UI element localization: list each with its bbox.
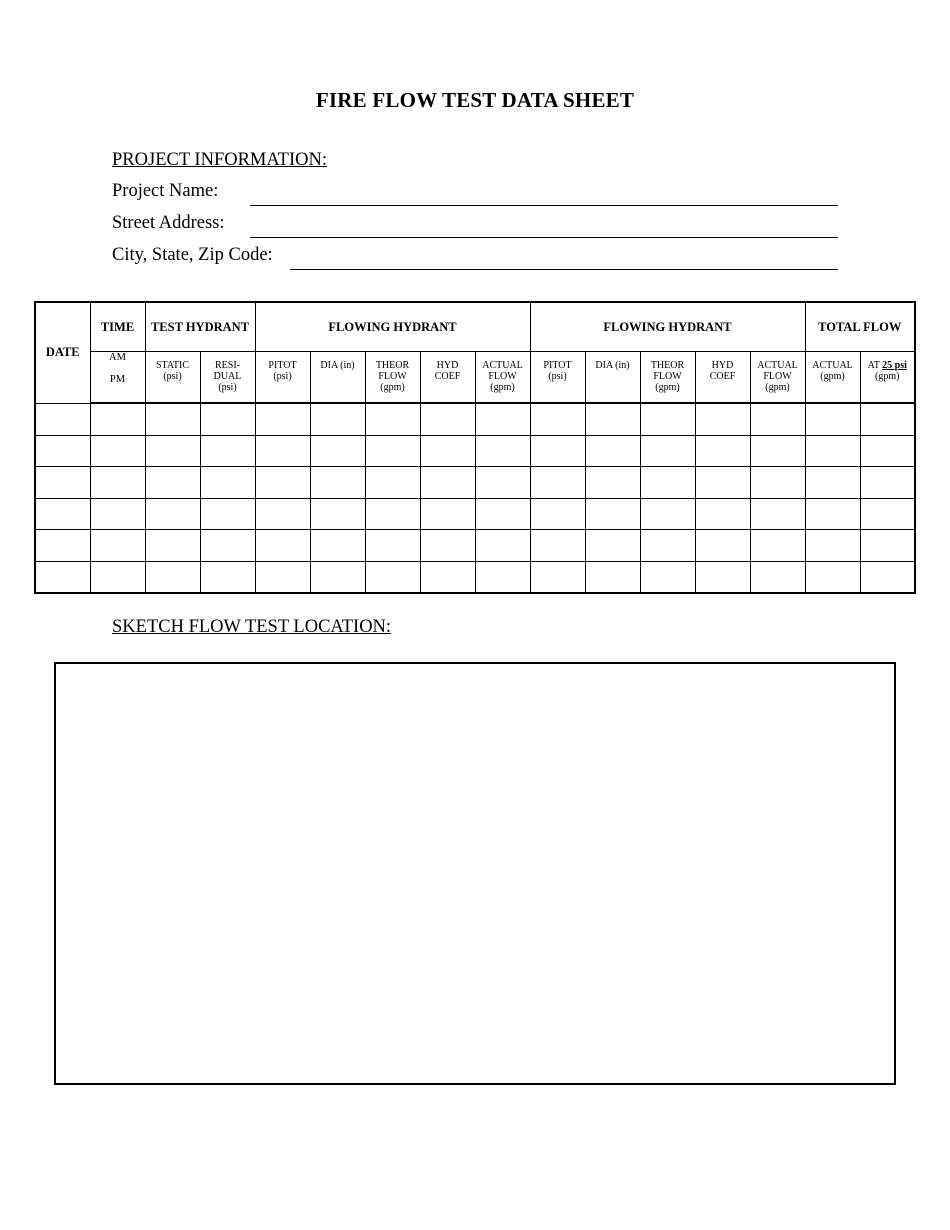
table-cell[interactable] [255,498,310,530]
at-psi-value: 25 psi [882,360,907,371]
header-line: ACTUAL [482,360,523,371]
table-cell[interactable] [475,561,530,593]
header-line: RESI- [215,360,240,371]
table-cell[interactable] [585,561,640,593]
table-row [35,403,915,435]
table-cell[interactable] [530,467,585,499]
project-name-label: Project Name: [112,181,219,201]
fh1-actual-flow-header [475,352,530,404]
table-cell[interactable] [860,467,915,499]
table-cell[interactable] [475,435,530,467]
table-cell[interactable] [805,498,860,530]
page-title: FIRE FLOW TEST DATA SHEET [315,88,635,112]
fh2-hyd-coef-header [695,352,750,404]
table-cell[interactable] [200,403,255,435]
table-cell[interactable] [805,530,860,562]
at-psi-unit: (gpm) [875,371,900,382]
at-psi-prefix: AT [867,360,883,371]
table-cell[interactable] [530,561,585,593]
table-cell[interactable] [530,530,585,562]
table-cell[interactable] [420,561,475,593]
table-row [35,561,915,593]
at-psi-header [860,352,915,404]
table-cell[interactable] [420,530,475,562]
table-cell[interactable] [420,467,475,499]
header-line: FLOW [653,371,682,382]
table-row [35,435,915,467]
header-line: FLOW [488,371,517,382]
sketch-heading: SKETCH FLOW TEST LOCATION: [112,617,392,637]
table-cell[interactable] [255,403,310,435]
header-line: HYD [436,360,459,371]
header-line: DUAL [213,371,242,382]
table-cell[interactable] [860,435,915,467]
time-header: TIME [90,302,145,352]
table-cell[interactable] [145,530,200,562]
time-am-pm [90,352,145,404]
header-line: FLOW [378,371,407,382]
project-information-heading: PROJECT INFORMATION: [112,150,328,170]
am-label: AM [109,352,126,363]
table-cell[interactable] [310,561,365,593]
table-cell[interactable] [860,561,915,593]
table-cell[interactable] [365,435,420,467]
table-cell[interactable] [420,435,475,467]
table-cell[interactable] [695,561,750,593]
table-row [35,467,915,499]
table-cell[interactable] [200,467,255,499]
fh1-pitot-header [255,352,310,404]
header-line: THEOR [375,360,410,371]
table-cell[interactable] [585,530,640,562]
header-line: (psi) [273,371,292,382]
table-cell[interactable] [365,403,420,435]
table-cell[interactable] [530,403,585,435]
header-line: (gpm) [655,382,680,393]
table-cell[interactable] [145,403,200,435]
total-actual-header [805,352,860,404]
header-line: PITOT [268,360,297,371]
table-cell[interactable] [640,467,695,499]
table-cell[interactable] [200,561,255,593]
header-line: ACTUAL [757,360,798,371]
table-cell[interactable] [750,467,805,499]
street-address-label: Street Address: [112,213,225,233]
table-cell[interactable] [255,561,310,593]
table-cell[interactable] [310,530,365,562]
flowing-hydrant-2-header: FLOWING HYDRANT [530,302,805,352]
table-cell[interactable] [640,403,695,435]
table-cell[interactable] [475,530,530,562]
table-row [35,530,915,562]
header-line: DIA (in) [320,360,355,371]
total-flow-header: TOTAL FLOW [805,302,915,352]
header-line: DIA (in) [595,360,630,371]
table-cell[interactable] [640,561,695,593]
header-line: (gpm) [490,382,515,393]
header-line: HYD [711,360,734,371]
table-cell[interactable] [695,403,750,435]
fh1-theor-flow-header [365,352,420,404]
table-cell[interactable] [200,498,255,530]
header-line: COEF [434,371,461,382]
header-line: ACTUAL [812,360,853,371]
date-header: DATE [35,302,90,403]
table-cell[interactable] [420,498,475,530]
table-cell[interactable] [640,435,695,467]
table-cell[interactable] [750,530,805,562]
table-cell[interactable] [860,530,915,562]
fh1-hyd-coef-header [420,352,475,404]
table-cell[interactable] [805,403,860,435]
table-cell[interactable] [585,403,640,435]
table-cell[interactable] [145,435,200,467]
table-cell[interactable] [475,498,530,530]
table-cell[interactable] [530,498,585,530]
table-cell[interactable] [585,498,640,530]
table-cell[interactable] [805,467,860,499]
residual-header [200,352,255,404]
table-cell[interactable] [90,530,145,562]
table-cell[interactable] [255,435,310,467]
table-cell[interactable] [310,498,365,530]
table-cell[interactable] [695,530,750,562]
table-body [35,403,915,593]
table-cell[interactable] [90,403,145,435]
table-cell[interactable] [750,435,805,467]
table-cell[interactable] [145,561,200,593]
static-header [145,352,200,404]
table-cell[interactable] [585,435,640,467]
table-cell[interactable] [365,561,420,593]
street-address-field[interactable] [250,237,838,238]
header-line: (gpm) [380,382,405,393]
table-cell[interactable] [420,403,475,435]
table-cell[interactable] [145,498,200,530]
flowing-hydrant-1-header: FLOWING HYDRANT [255,302,530,352]
table-cell[interactable] [90,498,145,530]
header-line: (gpm) [820,371,845,382]
table-row [35,498,915,530]
table-cell[interactable] [530,435,585,467]
table-cell[interactable] [255,530,310,562]
header-line: (psi) [218,382,237,393]
fh2-dia-header [585,352,640,404]
city-state-zip-field[interactable] [290,269,838,270]
fh2-theor-flow-header [640,352,695,404]
header-line: STATIC [155,360,190,371]
table-cell[interactable] [750,403,805,435]
table-cell[interactable] [640,498,695,530]
table-cell[interactable] [805,561,860,593]
header-line: FLOW [763,371,792,382]
fh2-actual-flow-header [750,352,805,404]
table-cell[interactable] [35,561,90,593]
table-cell[interactable] [365,498,420,530]
table-cell[interactable] [35,498,90,530]
table-cell[interactable] [750,498,805,530]
table-cell[interactable] [310,467,365,499]
project-name-field[interactable] [250,205,838,206]
table-cell[interactable] [475,467,530,499]
table-cell[interactable] [35,467,90,499]
header-line: THEOR [650,360,685,371]
city-state-zip-label: City, State, Zip Code: [112,245,273,265]
table-cell[interactable] [860,498,915,530]
table-cell[interactable] [695,498,750,530]
table-cell[interactable] [475,403,530,435]
table-cell[interactable] [750,561,805,593]
table-cell[interactable] [365,530,420,562]
fh1-dia-header [310,352,365,404]
header-line: PITOT [543,360,572,371]
table-cell[interactable] [200,530,255,562]
test-hydrant-header: TEST HYDRANT [145,302,255,352]
sketch-area[interactable] [54,662,896,1085]
table-cell[interactable] [805,435,860,467]
pm-label: PM [109,374,126,385]
flow-test-table [34,301,916,594]
table-cell[interactable] [90,435,145,467]
table-cell[interactable] [35,530,90,562]
fh2-pitot-header [530,352,585,404]
table-cell[interactable] [35,435,90,467]
table-cell[interactable] [365,467,420,499]
header-line: COEF [709,371,736,382]
table-cell[interactable] [640,530,695,562]
header-line: (psi) [548,371,567,382]
table-cell[interactable] [255,467,310,499]
table-cell[interactable] [585,467,640,499]
table-cell[interactable] [310,435,365,467]
header-line: (psi) [163,371,182,382]
table-cell[interactable] [200,435,255,467]
table-cell[interactable] [310,403,365,435]
table-cell[interactable] [695,435,750,467]
table-cell[interactable] [90,561,145,593]
table-cell[interactable] [695,467,750,499]
table-cell[interactable] [35,403,90,435]
header-line: (gpm) [765,382,790,393]
table-cell[interactable] [860,403,915,435]
table-cell[interactable] [145,467,200,499]
table-cell[interactable] [90,467,145,499]
